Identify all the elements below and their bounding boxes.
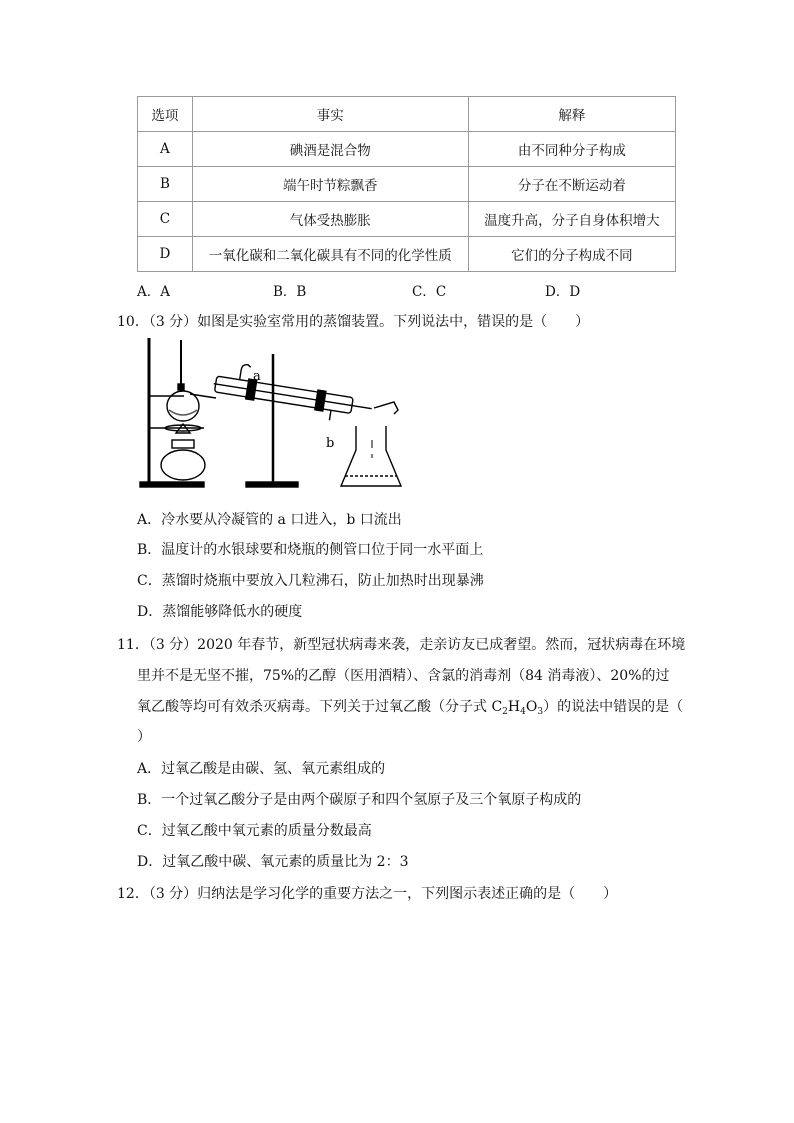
table-row <box>138 132 676 167</box>
q11-stem-line-3 <box>137 696 683 717</box>
q9-option-d[interactable]: D．D <box>545 284 581 300</box>
table-cell: B <box>138 167 193 202</box>
table-cell: A <box>138 132 193 167</box>
table-row <box>138 167 676 202</box>
table-header-row <box>138 97 676 132</box>
table-header-cell: 事实 <box>192 97 468 132</box>
formula-subscript: 3 <box>537 707 544 717</box>
label-b: b <box>326 436 335 451</box>
table-row <box>138 237 676 272</box>
q11-option-a[interactable]: A．过氧乙酸是由碳、氢、氧元素组成的 <box>137 761 386 777</box>
q12-stem: 12．（3 分）归纳法是学习化学的重要方法之一，下列图示表述正确的是（ ） <box>117 886 618 902</box>
q11-option-c[interactable]: C．过氧乙酸中氧元素的质量分数最高 <box>137 823 372 839</box>
q9-option-b[interactable]: B．B <box>273 284 307 300</box>
q10-option-d[interactable]: D．蒸馏能够降低水的硬度 <box>137 604 303 620</box>
formula-element: O <box>525 699 538 715</box>
adapter <box>374 402 398 414</box>
table-cell: 由不同种分子构成 <box>468 132 675 167</box>
table-cell: 它们的分子构成不同 <box>468 237 675 272</box>
q11-stem-line-2: 里并不是无坚不摧，75%的乙醇（医用酒精）、含氯的消毒剂（84 消毒液）、20%的过 <box>137 668 670 684</box>
table-cell: 一氧化碳和二氧化碳具有不同的化学性质 <box>192 237 468 272</box>
alcohol-lamp <box>161 450 205 480</box>
label-a: a <box>253 369 261 384</box>
formula-element: H <box>507 699 521 715</box>
table-header-cell: 选项 <box>138 97 193 132</box>
q9-option-c[interactable]: C．C <box>412 284 447 300</box>
q11-stem-text: 氧乙酸等均可有效杀灭病毒。下列关于过氧乙酸（分子式 C <box>137 699 503 715</box>
formula-subscript: 2 <box>502 707 508 717</box>
table-cell: 气体受热膨胀 <box>192 202 468 237</box>
table-cell: 端午时节粽飘香 <box>192 167 468 202</box>
table-cell: D <box>138 237 193 272</box>
condenser <box>211 360 376 427</box>
flask-liquid <box>169 410 197 415</box>
q11-stem-text: ）的说法中错误的是（ <box>543 699 684 715</box>
table-row <box>138 202 676 237</box>
lamp-wick-holder <box>172 440 194 448</box>
q10-stem: 10．（3 分）如图是实验室常用的蒸馏装置。下列说法中，错误的是（ ） <box>117 314 590 330</box>
q9-table <box>137 96 676 272</box>
stand-base <box>246 482 298 487</box>
stopper <box>178 384 184 390</box>
q10-option-a[interactable]: A．冷水要从冷凝管的 a 口进入，b 口流出 <box>137 512 402 528</box>
q11-option-d[interactable]: D．过氧乙酸中碳、氧元素的质量比为 2：3 <box>137 854 409 870</box>
q9-option-a[interactable]: A．A <box>137 284 170 300</box>
table-header-cell: 解释 <box>468 97 675 132</box>
q10-option-c[interactable]: C．蒸馏时烧瓶中要放入几粒沸石，防止加热时出现暴沸 <box>137 573 484 589</box>
table-cell: 温度升高，分子自身体积增大 <box>468 202 675 237</box>
receiving-flask <box>341 426 401 486</box>
table-cell: 分子在不断运动着 <box>468 167 675 202</box>
q11-stem-line-1: 11．（3 分）2020 年春节，新型冠状病毒来袭，走亲访友已成奢望。然而，冠状病毒在环境 <box>117 637 686 653</box>
q10-option-b[interactable]: B．温度计的水银球要和烧瓶的侧管口位于同一水平面上 <box>137 542 484 558</box>
flask-side-arm <box>190 394 216 398</box>
stand-base <box>140 482 204 487</box>
table-cell: C <box>138 202 193 237</box>
q11-stem-line-4: ） <box>137 729 151 745</box>
distillation-apparatus-figure <box>136 336 436 494</box>
formula-subscript: 4 <box>520 707 526 717</box>
table-cell: 碘酒是混合物 <box>192 132 468 167</box>
q11-option-b[interactable]: B．一个过氧乙酸分子是由两个碳原子和四个氢原子及三个氧原子构成的 <box>137 792 582 808</box>
water-outlet-tube <box>329 410 331 420</box>
